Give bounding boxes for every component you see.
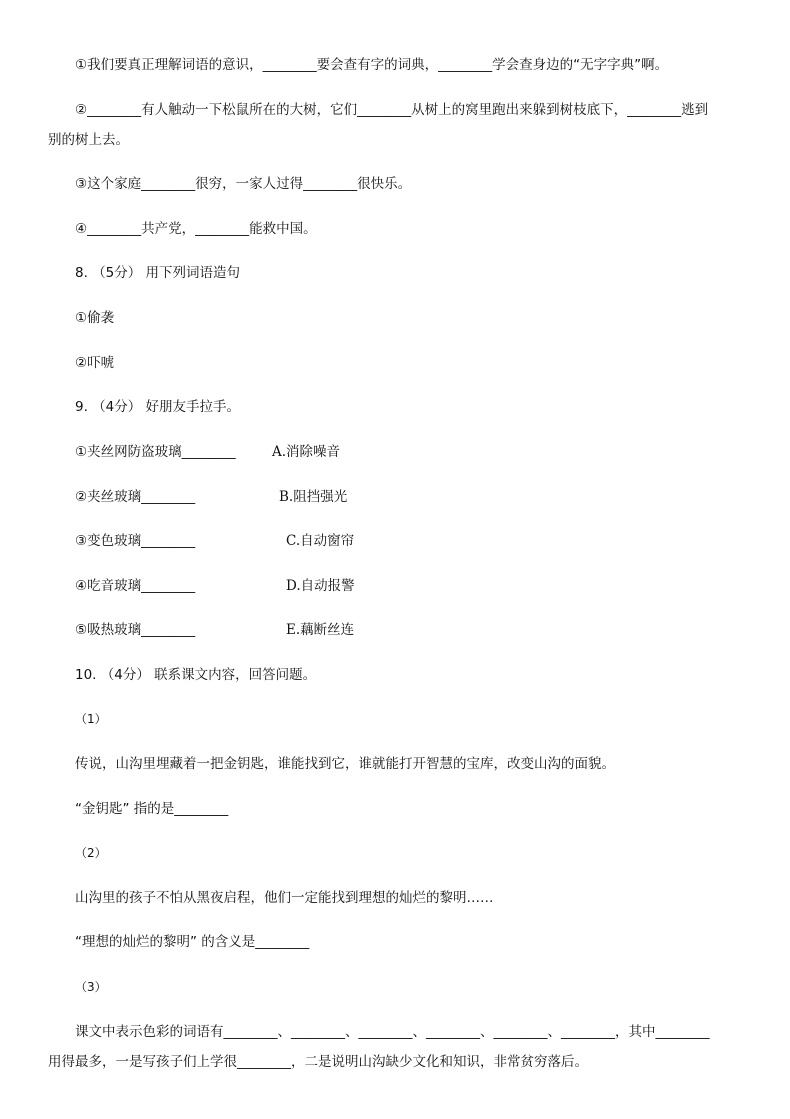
q9-right-4: D.自动报警 [286, 578, 355, 594]
q10-part-2-question: “理想的灿烂的黎明” 的含义是________ [75, 934, 310, 950]
q10-part-2-number: （2） [75, 846, 107, 860]
q9-right-1: A.消除噪音 [272, 444, 341, 460]
q9-right-5: E.藕断丝连 [286, 622, 355, 638]
q9-header: 9. （4分） 好朋友手拉手。 [75, 399, 241, 415]
q9-left-3: ③变色玻璃________ [75, 533, 196, 549]
q7-item-2-cont: 别的树上去。 [48, 132, 129, 148]
q10-part-1-text: 传说，山沟里埋藏着一把金钥匙，谁能找到它，谁就能打开智慧的宝库，改变山沟的面貌。 [75, 756, 615, 772]
q8-item-1: ①偷袭 [75, 310, 115, 326]
q9-right-3: C.自动窗帘 [286, 533, 355, 549]
q10-part-1-question: “金钥匙” 指的是________ [75, 801, 229, 817]
q10-part-2-text: 山沟里的孩子不怕从黑夜启程，他们一定能找到理想的灿烂的黎明…… [75, 890, 494, 906]
q7-item-1: ①我们要真正理解词语的意识，________要会查有字的词典，________学会查身边的“无字字典”啊。 [75, 57, 669, 73]
q10-part-3-number: （3） [75, 980, 107, 994]
q7-item-4: ④________共产党，________能救中国。 [75, 221, 317, 237]
q9-right-2: B.阻挡强光 [279, 489, 348, 505]
q9-left-2: ②夹丝玻璃________ [75, 489, 196, 505]
q10-part-3-text-line-2: 用得最多，一是写孩子们上学很________，二是说明山沟缺少文化和知识，非常贫穷落后。 [48, 1054, 588, 1070]
q10-part-3-text-line-1: 课文中表示色彩的词语有________、________、________、________、________、________，其中________ [75, 1024, 710, 1040]
q7-item-2: ②________有人触动一下松鼠所在的大树，它们________从树上的窝里跑出来躲到树枝底下，________逃到 [75, 102, 709, 118]
q10-header: 10. （4分） 联系课文内容，回答问题。 [75, 667, 317, 683]
q10-part-1-number: （1） [75, 712, 107, 726]
q9-left-5: ⑤吸热玻璃________ [75, 622, 196, 638]
q8-item-2: ②吓唬 [75, 355, 115, 371]
q8-header: 8. （5分） 用下列词语造句 [75, 265, 241, 281]
q9-left-1: ①夹丝网防盗玻璃________ [75, 444, 236, 460]
q7-item-3: ③这个家庭________很穷，一家人过得________很快乐。 [75, 176, 412, 192]
q9-left-4: ④吃音玻璃________ [75, 578, 196, 594]
